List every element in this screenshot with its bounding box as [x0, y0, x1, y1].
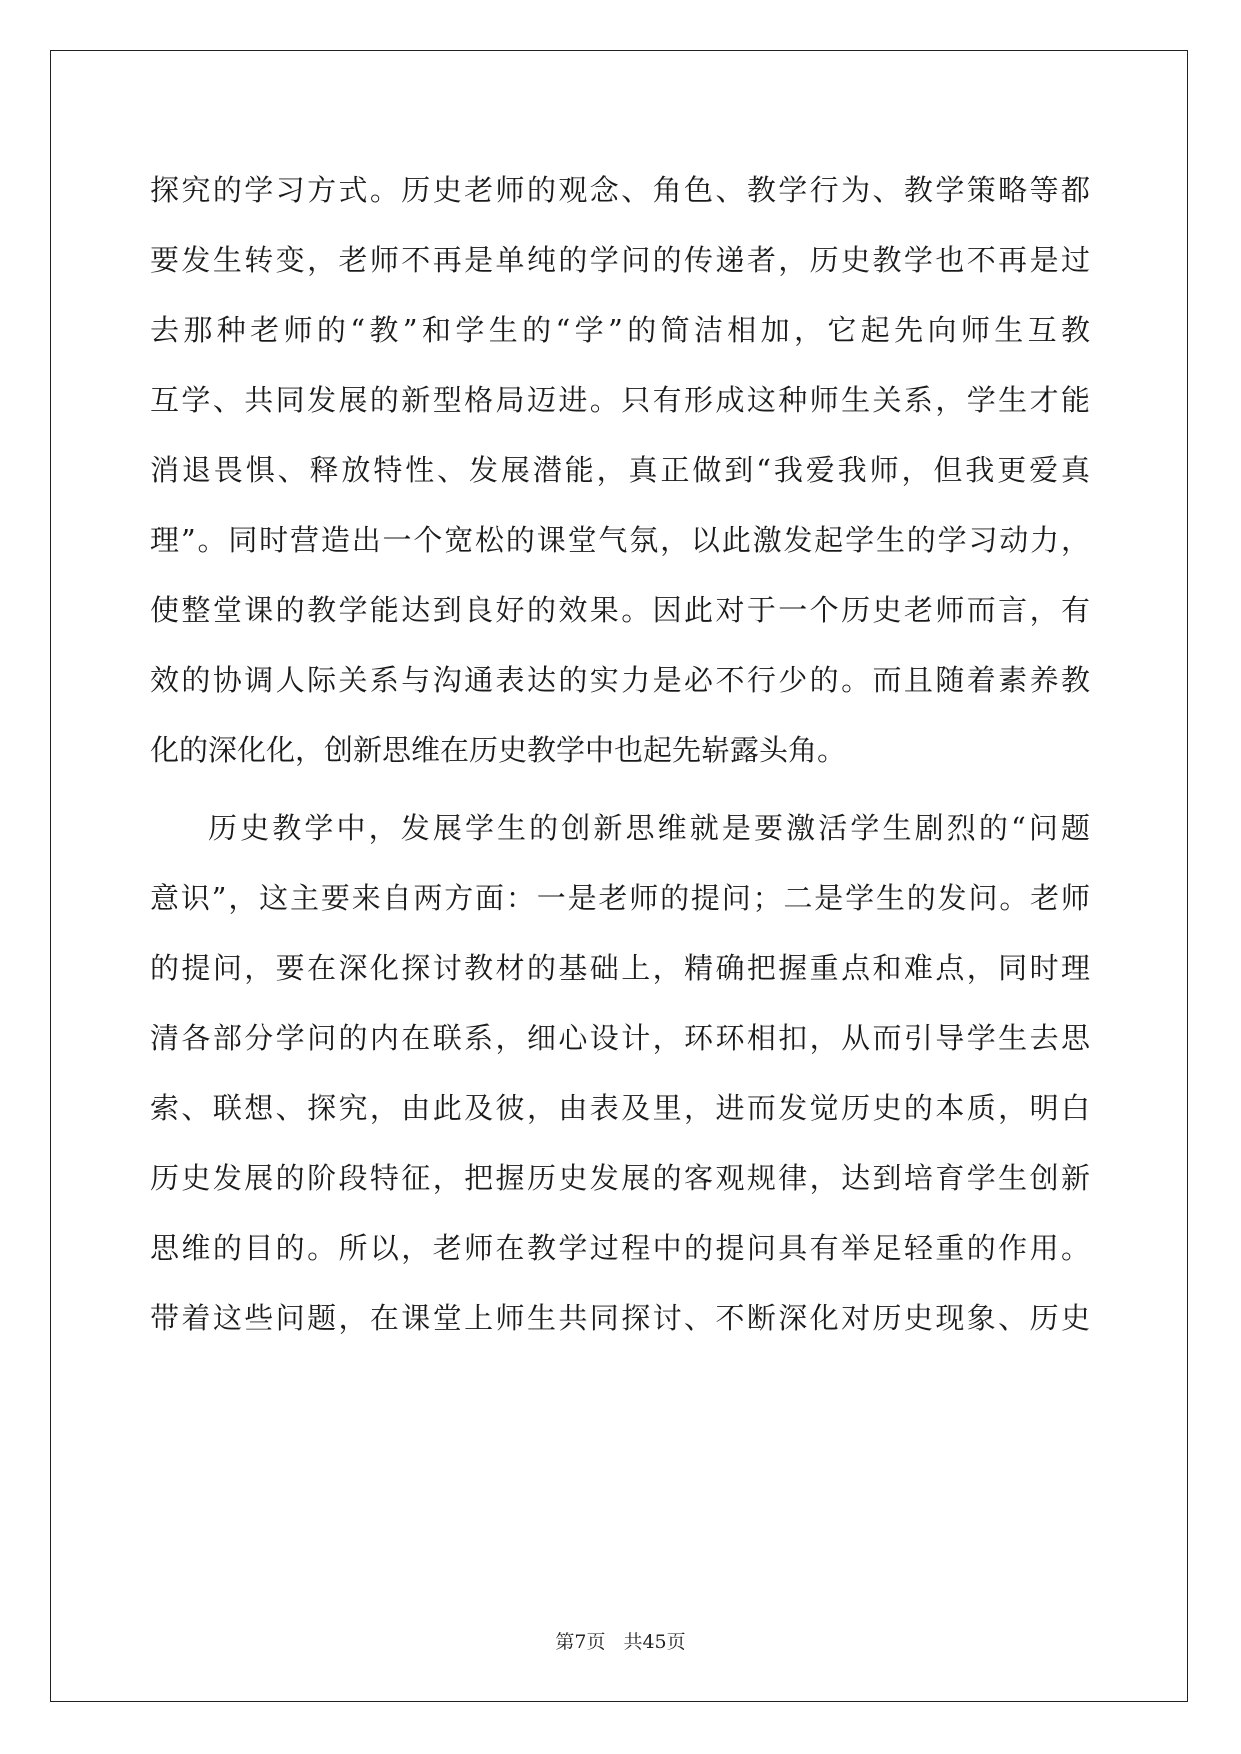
text-line: 去那种老师的“教”和学生的“学”的简洁相加，它起先向师生互教 — [150, 313, 1090, 347]
text-line: 互学、共同发展的新型格局迈进。只有形成这种师生关系，学生才能 — [150, 383, 1090, 417]
text-line: 化的深化化，创新思维在历史教学中也起先崭露头角。 — [150, 733, 847, 767]
text-line: 要发生转变，老师不再是单纯的学问的传递者，历史教学也不再是过 — [150, 243, 1090, 277]
text-line: 的提问，要在深化探讨教材的基础上，精确把握重点和难点，同时理 — [150, 951, 1090, 985]
text-line: 消退畏惧、释放特性、发展潜能，真正做到“我爱我师，但我更爱真 — [150, 453, 1090, 487]
text-line: 理”。同时营造出一个宽松的课堂气氛，以此激发起学生的学习动力， — [150, 523, 1090, 557]
page-number: 第7页 — [555, 1631, 606, 1653]
text-line: 使整堂课的教学能达到良好的效果。因此对于一个历史老师而言，有 — [150, 593, 1090, 627]
paragraph-first-line: 历史教学中，发展学生的创新思维就是要激活学生剧烈的“问题 — [208, 811, 1090, 845]
text-line: 效的协调人际关系与沟通表达的实力是必不行少的。而且随着素养教 — [150, 663, 1090, 697]
text-line: 历史发展的阶段特征，把握历史发展的客观规律，达到培育学生创新 — [150, 1161, 1090, 1195]
page-total: 共45页 — [623, 1631, 686, 1653]
text-line: 探究的学习方式。历史老师的观念、角色、教学行为、教学策略等都 — [150, 173, 1090, 207]
text-line: 索、联想、探究，由此及彼，由表及里，进而发觉历史的本质，明白 — [150, 1091, 1090, 1125]
text-line: 意识”，这主要来自两方面：一是老师的提问；二是学生的发问。老师 — [150, 881, 1090, 915]
text-line: 思维的目的。所以，老师在教学过程中的提问具有举足轻重的作用。 — [150, 1231, 1090, 1265]
page-footer — [0, 1627, 1241, 1654]
text-line: 带着这些问题，在课堂上师生共同探讨、不断深化对历史现象、历史 — [150, 1301, 1090, 1335]
text-line: 清各部分学问的内在联系，细心设计，环环相扣，从而引导学生去思 — [150, 1021, 1090, 1055]
